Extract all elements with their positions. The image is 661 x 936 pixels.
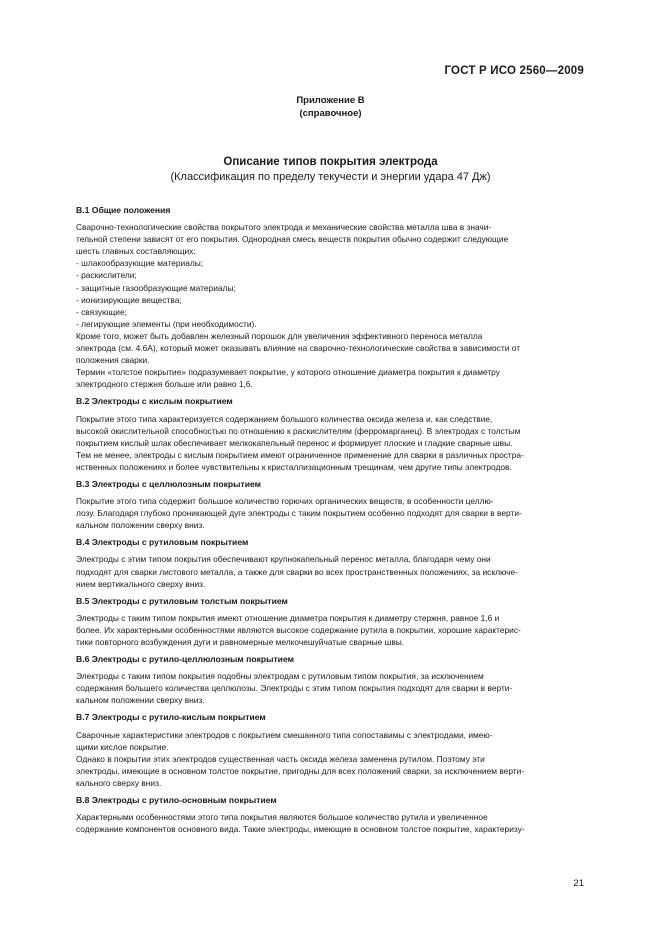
section xyxy=(76,395,585,473)
body-line: - легирующие элементы (при необходимости). xyxy=(76,318,257,329)
body-line: тики повторного возбуждения дуги и равномерные мелкочешуйчатые сварные швы. xyxy=(76,637,405,647)
body-line: - связующие; xyxy=(76,306,127,317)
section xyxy=(76,478,585,531)
section-title: В.4 Электроды с рутиловым покрытием xyxy=(76,537,249,548)
body-line: Покрытие этого типа содержит большое количество горючих органических веществ, в особенности целлю- xyxy=(76,496,494,507)
appendix-kind: (справочное) xyxy=(299,107,362,119)
standard-header: ГОСТ Р ИСО 2560—2009 xyxy=(444,65,584,77)
body-line: - шлакообразующие материалы; xyxy=(76,258,204,269)
body-line: нием вертикального сверху вниз. xyxy=(76,578,206,589)
section-title: В.5 Электроды с рутиловым толстым покрытием xyxy=(76,595,288,606)
body-line: Однако в покрытии этих электродов существенная часть оксида железа заменена рутилом. Поэтому эти xyxy=(76,753,485,764)
section xyxy=(76,794,585,835)
body-line: Сварочно-технологические свойства покрытого электрода и механические свойства металла шва в значи- xyxy=(76,222,492,233)
body-line: покрытием кислый шлак обеспечивает мелкокапельный перенос и формирует плоские и гладкие сварные швы. xyxy=(76,437,513,448)
section-title: В.2 Электроды с кислым покрытием xyxy=(76,396,233,407)
body-line: - защитные газообразующие материалы; xyxy=(76,282,236,293)
section-title: В.3 Электроды с целлюлозным покрытием xyxy=(76,478,262,489)
body-line: Покрытие этого типа характеризуется содержанием большого количества оксида железа и, как следствие, xyxy=(76,413,493,424)
body-line: шесть главных составляющих: xyxy=(76,246,196,257)
section xyxy=(76,204,585,390)
body-line: электроды, имеющие в основном толстое покрытие, пригодны для всех положений сварки, за исключением верти- xyxy=(76,765,525,776)
body-line: кальном положении сверху вниз. xyxy=(76,520,205,531)
body-line: кальном положении сверху вниз. xyxy=(76,695,205,706)
body-line: Электроды с таким типом покрытия подобны электродам с рутиловым типом покрытия, за исключением xyxy=(76,671,484,682)
body-line: более. Их характерными особенностями являются высокое содержание рутила в покрытии, хорошие характерис- xyxy=(76,624,521,635)
section xyxy=(76,536,585,589)
appendix-heading xyxy=(0,95,661,120)
body-line: положения сварки. xyxy=(76,355,150,366)
body-line: - ионизирующие вещества; xyxy=(76,294,182,305)
appendix-label: Приложение В xyxy=(296,95,365,106)
body-line: нственных положениях и более чувствительны к кристаллизационным трещинам, чем другие типы электродов. xyxy=(76,461,512,472)
body-line: электродного стержня больше или равно 1,6. xyxy=(76,379,253,390)
body-line: электрода (см. 4.6А), который может оказывать влияние на сварочно-технологические свойства в зависимости от xyxy=(76,343,521,354)
page-number: 21 xyxy=(573,878,584,889)
body-line: подходят для сварки листового металла, а также для сварки во всех пространственных положениях, за исключе- xyxy=(76,566,518,577)
body-line: Электроды с таким типом покрытия имеют отношение диаметра покрытия к диаметру стержня, равное 1,6 и xyxy=(76,612,500,623)
body-line: тельной степени зависят от его покрытия. Однородная смесь веществ покрытия обычно содержит следующие xyxy=(76,234,509,245)
section xyxy=(76,711,585,789)
section-title: В.8 Электроды с рутило-основным покрытием xyxy=(76,795,277,806)
body-line: содержания большего количества целлюлозы. Электроды с этим типом покрытия подходят для сварки в верти- xyxy=(76,683,513,694)
body-line: лозу. Благодаря глубоко проникающей дуге электроды с таким покрытием особенно подходят для сварки в верти- xyxy=(76,508,522,519)
body-line: - раскислители; xyxy=(76,270,137,281)
body-line: щими кислое покрытие. xyxy=(76,741,169,752)
section-title: В.1 Общие положения xyxy=(76,205,171,215)
body-line: Характерными особенностями этого типа покрытия являются большое количество рутила и увеличенное xyxy=(76,812,488,823)
body-line: высокой окислительной способностью по отношению к раскислителям (ферромарганец). В электродах с толстым xyxy=(76,425,521,436)
body-line: Кроме того, может быть добавлен железный порошок для увеличения эффективного переноса металла xyxy=(76,330,483,341)
body-line: Термин «толстое покрытие» подразумевает покрытие, у которого отношение диаметра покрытия к диаметру xyxy=(76,367,500,378)
body-line: Сварочные характеристики электродов с покрытием смешанного типа сопоставимы с электродами, имею- xyxy=(76,729,493,740)
body-line: кального сверху вниз. xyxy=(76,777,162,788)
section xyxy=(76,595,585,648)
section-title: В.7 Электроды с рутило-кислым покрытием xyxy=(76,712,266,723)
body-line: Тем не менее, электроды с кислым покрытием имеют ограниченное применение для сварки в различных простра- xyxy=(76,449,524,460)
section xyxy=(76,653,585,706)
body-line: содержание компонентов основного вида. Такие электроды, имеющие в основном толстое покрытие, характеризу- xyxy=(76,824,525,835)
section-title: В.6 Электроды с рутило-целлюлозным покрытием xyxy=(76,654,294,665)
body-line: Электроды с этим типом покрытия обеспечивают крупнокапельный перенос металла, благодаря чему они xyxy=(76,554,491,565)
document-title: Описание типов покрытия электрода xyxy=(223,156,438,168)
document-body xyxy=(76,204,585,840)
document-subtitle: (Классификация по пределу текучести и энергии удара 47 Дж) xyxy=(170,171,491,183)
